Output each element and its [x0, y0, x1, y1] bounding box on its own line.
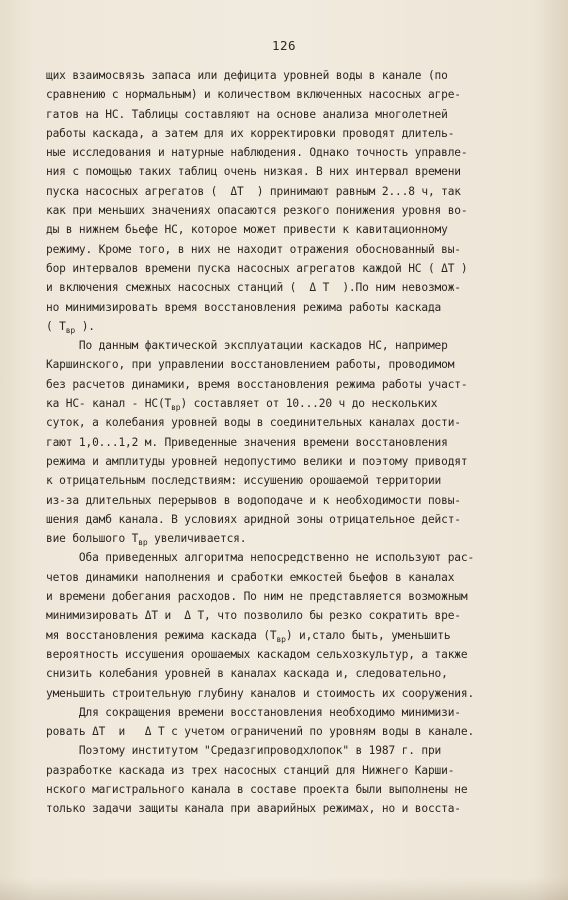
text-run: гают 1,0...1,2 м. Приведенные значения времени восстановления [46, 435, 448, 449]
text-run: сравнению с нормальным) и количеством включенных насосных агре- [46, 88, 461, 102]
text-run: режима и амплитуды уровней недопустимо велики и поэтому приводят [46, 454, 468, 468]
page-number: 126 [271, 38, 297, 53]
text-line [46, 433, 546, 452]
text-line [46, 741, 546, 760]
text-run: но минимизировать время восстановления режима работы каскада [46, 300, 442, 314]
text-line [46, 684, 546, 703]
text-run: минимизировать ΔΤ и Δ T, что позволило бы резко сократить вре- [46, 609, 461, 623]
text-run: ды в нижнем бьефе НС, которое может привести к кавитационному [46, 223, 448, 237]
text-line [46, 66, 546, 85]
text-run: ) составляет от 10...20 ч до нескольких [180, 397, 438, 411]
text-run: ) и,стало быть, уменьшить [285, 628, 451, 642]
text-line [46, 278, 546, 297]
text-run: к отрицательным последствиям: иссушению орошаемой территории [46, 474, 442, 488]
text-run: как при меньших значениях опасаются резкого понижения уровня во- [46, 204, 468, 218]
text-run: гатов на НС. Таблицы составляют на основе анализа многолетней [46, 107, 448, 121]
body-text [46, 66, 546, 819]
text-run: работы каскада, а затем для их корректировки проводят длитель- [46, 126, 455, 140]
text-line [46, 510, 546, 529]
text-line [46, 606, 546, 625]
text-line [46, 124, 546, 143]
text-run: бор интервалов времени пуска насосных агрегатов каждой НС ( ΔΤ ) [46, 261, 468, 275]
text-run: Оба приведенных алгоритма непосредственно не используют рас- [46, 551, 475, 565]
text-line [46, 703, 546, 722]
text-run: По данным фактической эксплуатации каскадов НС, например [46, 339, 448, 353]
text-line [46, 162, 546, 181]
text-line [46, 317, 546, 336]
text-run: Каршинского, при управлении восстановлением работы, проводимом [46, 358, 455, 372]
text-run: и времени добегания расходов. По ним не представляется возможным [46, 590, 468, 604]
text-line [46, 85, 546, 104]
page-bottom-edge [0, 878, 568, 900]
text-run: Для сокращения времени восстановления необходимо минимизи- [46, 705, 461, 719]
text-run: ка НС- канал - НС(T [46, 397, 172, 411]
text-line [46, 143, 546, 162]
text-run: и включения смежных насосных станций ( Δ T ).По ним невозмож- [46, 281, 461, 295]
text-run: разработке каскада из трех насосных станций для Нижнего Карши- [46, 763, 455, 777]
text-run: щих взаимосвязь запаса или дефицита уровней воды в канале (по [46, 69, 448, 82]
text-run: мя восстановления режима каскада (T [46, 628, 277, 642]
text-line [46, 355, 546, 374]
text-line [46, 298, 546, 317]
text-line [46, 761, 546, 780]
text-line [46, 394, 546, 413]
text-run: нского магистрального канала в составе проекта были выполнены не [46, 782, 468, 796]
text-line [46, 259, 546, 278]
text-run: четов динамики наполнения и сработки емкостей бьефов в каналах [46, 570, 455, 584]
text-run: вие большого T [46, 532, 139, 546]
text-run: из-за длительных перерывов в водоподаче и к необходимости повы- [46, 493, 461, 507]
text-line [46, 799, 546, 818]
text-run: снизить колебания уровней в каналах каскада и, следовательно, [46, 667, 448, 681]
text-line [46, 587, 546, 606]
text-run: вероятность иссушения орошаемых каскадом сельхозкультур, а также [46, 647, 468, 661]
text-line [46, 240, 546, 259]
text-line [46, 201, 546, 220]
text-line [46, 471, 546, 490]
text-run: ( T [46, 319, 66, 333]
text-line [46, 375, 546, 394]
text-line [46, 182, 546, 201]
text-run: ния с помощью таких таблиц очень низкая. В них интервал времени [46, 165, 461, 179]
subscript: вр [276, 634, 286, 644]
text-run: без расчетов динамики, время восстановления режима работы участ- [46, 377, 468, 391]
subscript: вр [171, 403, 181, 413]
text-line [46, 722, 546, 741]
text-line [46, 220, 546, 239]
text-line [46, 568, 546, 587]
text-line [46, 548, 546, 567]
text-line [46, 626, 546, 645]
text-run: увеличивается. [147, 532, 247, 546]
text-line [46, 105, 546, 124]
text-run: ровать ΔΤ и Δ T с учетом ограничений по уровням воды в канале. [46, 725, 475, 739]
text-run: ные исследования и натурные наблюдения. Однако точность управле- [46, 146, 468, 160]
text-run: только задачи защиты канала при аварийных режимах, но и восста- [46, 802, 461, 816]
text-line [46, 491, 546, 510]
text-run: ). [75, 319, 95, 333]
text-line [46, 336, 546, 355]
text-line [46, 452, 546, 471]
text-run: шения дамб канала. В условиях аридной зоны отрицательное дейст- [46, 512, 461, 526]
subscript: вр [65, 325, 76, 335]
text-run: режиму. Кроме того, в них не находит отражения обоснованный вы- [46, 242, 461, 256]
subscript: вр [138, 538, 148, 548]
text-line [46, 413, 546, 432]
text-run: суток, а колебания уровней воды в соединительных каналах дости- [46, 416, 461, 430]
text-line [46, 529, 546, 548]
text-run: Поэтому институтом "Средазгипроводхлопок" в 1987 г. при [46, 744, 442, 758]
text-line [46, 664, 546, 683]
text-run: пуска насосных агрегатов ( ΔΤ ) принимают равным 2...8 ч, так [46, 184, 461, 198]
text-line [46, 645, 546, 664]
text-line [46, 780, 546, 799]
text-run: уменьшить строительную глубину каналов и стоимость их сооружения. [46, 686, 475, 700]
